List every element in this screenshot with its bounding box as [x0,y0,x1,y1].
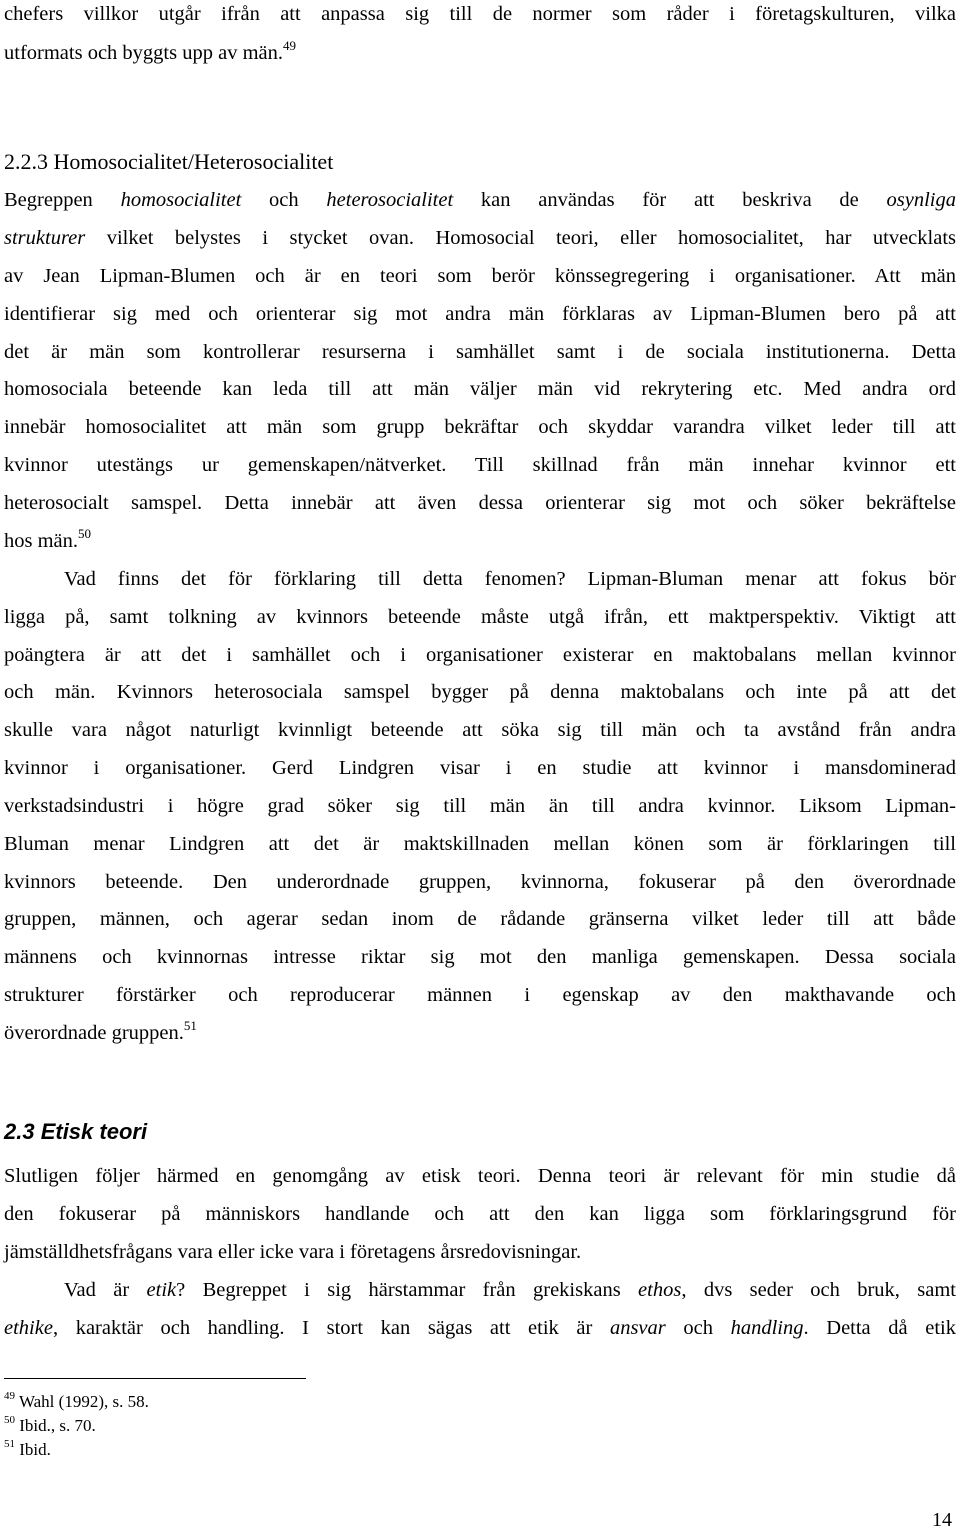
body-text-line: verkstadsindustri i högre grad söker sig till män än till andra kvinnor. Liksom Lipman- [4,795,956,817]
body-text-line: innebär homosocialitet att män som grupp bekräftar och skyddar varandra vilket leder till att [4,416,956,438]
body-text-line: Slutligen följer härmed en genomgång av etisk teori. Denna teori är relevant för min studie då [4,1165,956,1187]
footnote-51: $^{51}$ Ibid. [4,1438,51,1459]
body-text-line: jämställdhetsfrågans vara eller icke vara i företagens årsredovisningar. [4,1241,582,1263]
body-text-line: strukturer förstärker och reproducerar männen i egenskap av den makthavande och [4,984,956,1006]
body-text-line: Bluman menar Lindgren att det är maktskillnaden mellan könen som är förklaringen till [4,833,956,855]
body-text-line: och män. Kvinnors heterosociala samspel bygger på denna maktobalans och inte på att det [4,681,956,703]
body-text-line: Begreppen homosocialitet och heterosocialitet kan användas för att beskriva de osynliga [4,189,956,211]
italic-term: ethos [638,1279,682,1301]
italic-term: strukturer [4,227,86,249]
body-text-line: gruppen, männen, och agerar sedan inom de rådande gränserna vilket leder till att både [4,908,956,930]
body-text-line: den fokuserar på människors handlande och att den kan ligga som förklaringsgrund för [4,1203,956,1225]
body-text-line: poängtera är att det i samhället och i organisationer existerar en maktobalans mellan kvinnor [4,644,956,666]
body-text-line: Vad är etik? Begreppet i sig härstammar från grekiskans ethos, dvs seder och bruk, samt [64,1279,956,1301]
text-span: utformats och byggts upp av män. [4,42,283,64]
italic-term: ethike [4,1317,53,1339]
italic-term: osynliga [886,189,956,211]
body-text-line: överordnade gruppen.$^{51}$ [4,1018,197,1044]
italic-term: ansvar [609,1317,666,1339]
footnote-49: $^{49}$ Wahl (1992), s. 58. [4,1390,149,1411]
body-text-line: kvinnors beteende. Den underordnade gruppen, kvinnorna, fokuserar på den överordnade [4,871,956,893]
body-text-line: det är män som kontrollerar resurserna i samhället samt i de sociala institutionerna. Detta [4,341,956,363]
body-text-line [4,38,956,65]
body-text-line: skulle vara något naturligt kvinnligt beteende att söka sig till män och ta avstånd från andra [4,719,956,741]
italic-term: homosocialitet [120,189,242,211]
body-text-line: männens och kvinnornas intresse riktar sig mot den manliga gemenskapen. Dessa sociala [4,946,956,968]
body-text-line: homosociala beteende kan leda till att män väljer män vid rekrytering etc. Med andra ord [4,378,956,400]
footnote-50: $^{50}$ Ibid., s. 70. [4,1414,96,1435]
footnote-separator [4,1378,306,1379]
body-text-line: heterosocialt samspel. Detta innebär att även dessa orienterar sig mot och söker bekräftelse [4,492,956,514]
body-text-line: identifierar sig med och orienterar sig mot andra män förklaras av Lipman-Blumen bero på att [4,303,956,325]
body-text-line: kvinnor i organisationer. Gerd Lindgren visar i en studie att kvinnor i mansdominerad [4,757,956,779]
body-text-line: ligga på, samt tolkning av kvinnors beteende måste utgå ifrån, ett maktperspektiv. Viktigt att [4,606,956,628]
italic-term: etik [146,1279,177,1301]
page-number: 14 [932,1509,952,1531]
body-text-line: kvinnor utestängs ur gemenskapen/nätverket. Till skillnad från män innehar kvinnor ett [4,454,956,476]
footnote-ref-51: 51 [183,1018,197,1033]
body-text-line: av Jean Lipman-Blumen och är en teori som berör könssegregering i organisationer. Att män [4,265,956,287]
body-text-line: strukturer vilket belystes i stycket ovan. Homosocial teori, eller homosocialitet, har utvecklats [4,227,956,249]
footnote-ref-49: 49 [282,38,296,53]
section-heading-2-2-3: 2.2.3 Homosocialitet/Heterosocialitet [4,149,334,174]
footnote-ref-50: 50 [78,526,92,541]
body-text-line: ethike, karaktär och handling. I stort kan sägas att etik är ansvar och handling. Detta då etik [4,1317,956,1339]
body-text-line: hos män.$^{50}$ [4,526,92,552]
body-text-line: chefers villkor utgår ifrån att anpassa sig till de normer som råder i företagskulturen, vilka [4,3,956,25]
italic-term: heterosocialitet [326,189,454,211]
body-text-line: Vad finns det för förklaring till detta fenomen? Lipman-Bluman menar att fokus bör [64,568,956,590]
italic-term: handling [730,1317,804,1339]
section-heading-2-3: 2.3 Etisk teori [4,1119,148,1144]
